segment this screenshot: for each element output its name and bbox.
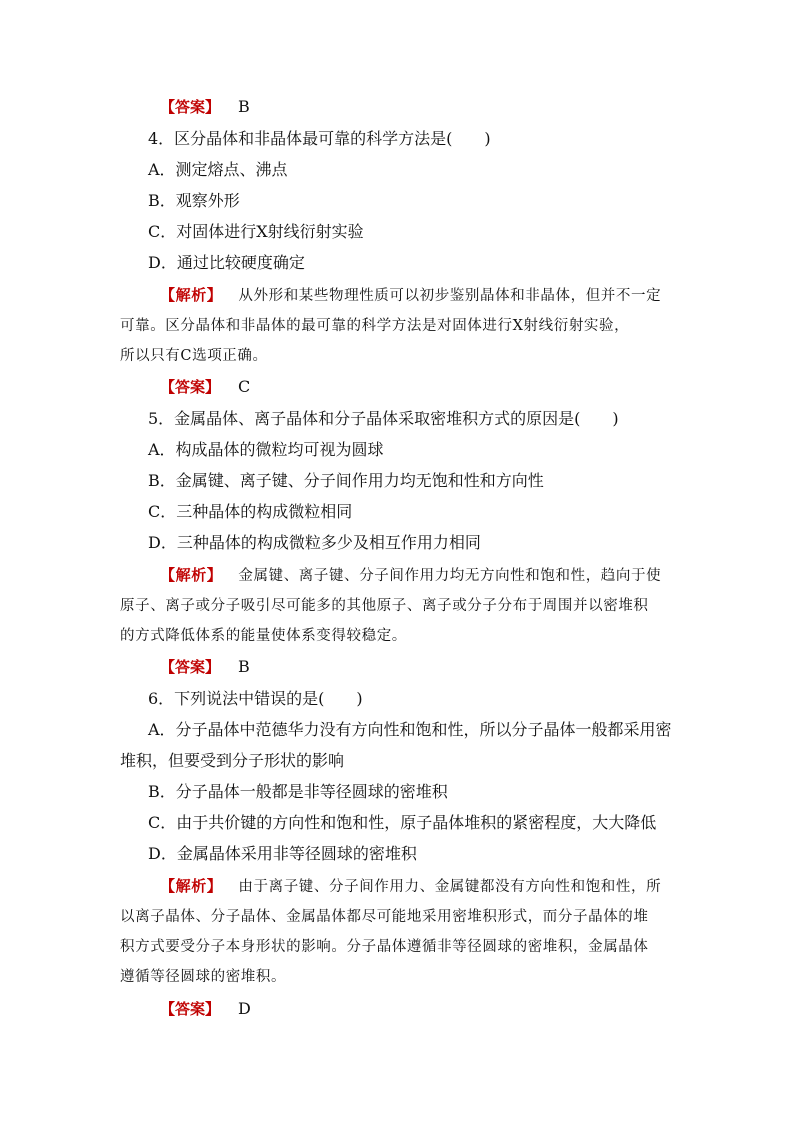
question-6-option-c: C．由于共价键的方向性和饱和性，原子晶体堆积的紧密程度，大大降低 xyxy=(148,813,657,832)
question-4-option-b: B．观察外形 xyxy=(148,191,240,210)
question-4-analysis-line-3: 所以只有C选项正确。 xyxy=(120,348,268,364)
question-5-analysis-line-1: 【解析】 金属键、离子键、分子间作用力均无方向性和饱和性，趋向于使 xyxy=(160,566,662,584)
question-6-option-a-line-1: A．分子晶体中范德华力没有方向性和饱和性，所以分子晶体一般都采用密 xyxy=(148,720,672,739)
answer-value: C xyxy=(238,377,251,396)
answer-line xyxy=(160,95,250,119)
answer-value: B xyxy=(238,657,250,676)
answer-line xyxy=(160,655,250,679)
question-4-stem: 4．区分晶体和非晶体最可靠的科学方法是( ) xyxy=(148,129,491,148)
answer-label: 【答案】 xyxy=(160,658,221,676)
question-4-option-d: D．通过比较硬度确定 xyxy=(148,253,305,272)
analysis-label: 【解析】 xyxy=(160,566,223,584)
question-5-option-b: B．金属键、离子键、分子间作用力均无饱和性和方向性 xyxy=(148,471,544,490)
answer-line xyxy=(160,375,250,399)
analysis-label: 【解析】 xyxy=(160,286,223,304)
question-4-analysis-line-2: 可靠。区分晶体和非晶体的最可靠的科学方法是对固体进行X射线衍射实验， xyxy=(120,318,630,334)
analysis-label: 【解析】 xyxy=(160,877,223,895)
question-5-option-d: D．三种晶体的构成微粒多少及相互作用力相同 xyxy=(148,533,481,552)
answer-label: 【答案】 xyxy=(160,98,221,116)
question-6-option-a-line-2: 堆积，但要受到分子形状的影响 xyxy=(120,751,345,770)
question-6-analysis-line-2: 以离子晶体、分子晶体、金属晶体都尽可能地采用密堆积形式，而分子晶体的堆 xyxy=(120,909,649,925)
question-4-analysis-line-1: 【解析】 从外形和某些物理性质可以初步鉴别晶体和非晶体，但并不一定 xyxy=(160,286,662,304)
question-6-option-b: B．分子晶体一般都是非等径圆球的密堆积 xyxy=(148,782,448,801)
question-5-stem: 5．金属晶体、离子晶体和分子晶体采取密堆积方式的原因是( ) xyxy=(148,409,619,428)
question-5-analysis-line-2: 原子、离子或分子吸引尽可能多的其他原子、离子或分子分布于周围并以密堆积 xyxy=(120,598,649,614)
question-5-analysis-line-3: 的方式降低体系的能量使体系变得较稳定。 xyxy=(120,628,407,644)
question-6-analysis-line-3: 积方式要受分子本身形状的影响。分子晶体遵循非等径圆球的密堆积，金属晶体 xyxy=(120,939,649,955)
answer-value: B xyxy=(238,97,250,116)
question-6-stem: 6．下列说法中错误的是( ) xyxy=(148,689,363,708)
question-6-option-d: D．金属晶体采用非等径圆球的密堆积 xyxy=(148,844,417,863)
answer-value: D xyxy=(238,999,251,1018)
question-4-option-a: A．测定熔点、沸点 xyxy=(148,160,288,179)
answer-label: 【答案】 xyxy=(160,1000,221,1018)
question-4-option-c: C．对固体进行X射线衍射实验 xyxy=(148,222,364,241)
question-5-option-a: A．构成晶体的微粒均可视为圆球 xyxy=(148,440,384,459)
question-6-analysis-line-4: 遵循等径圆球的密堆积。 xyxy=(120,969,287,985)
answer-label: 【答案】 xyxy=(160,378,221,396)
answer-line xyxy=(160,997,251,1021)
question-5-option-c: C．三种晶体的构成微粒相同 xyxy=(148,502,353,521)
question-6-analysis-line-1: 【解析】 由于离子键、分子间作用力、金属键都没有方向性和饱和性，所 xyxy=(160,877,662,895)
